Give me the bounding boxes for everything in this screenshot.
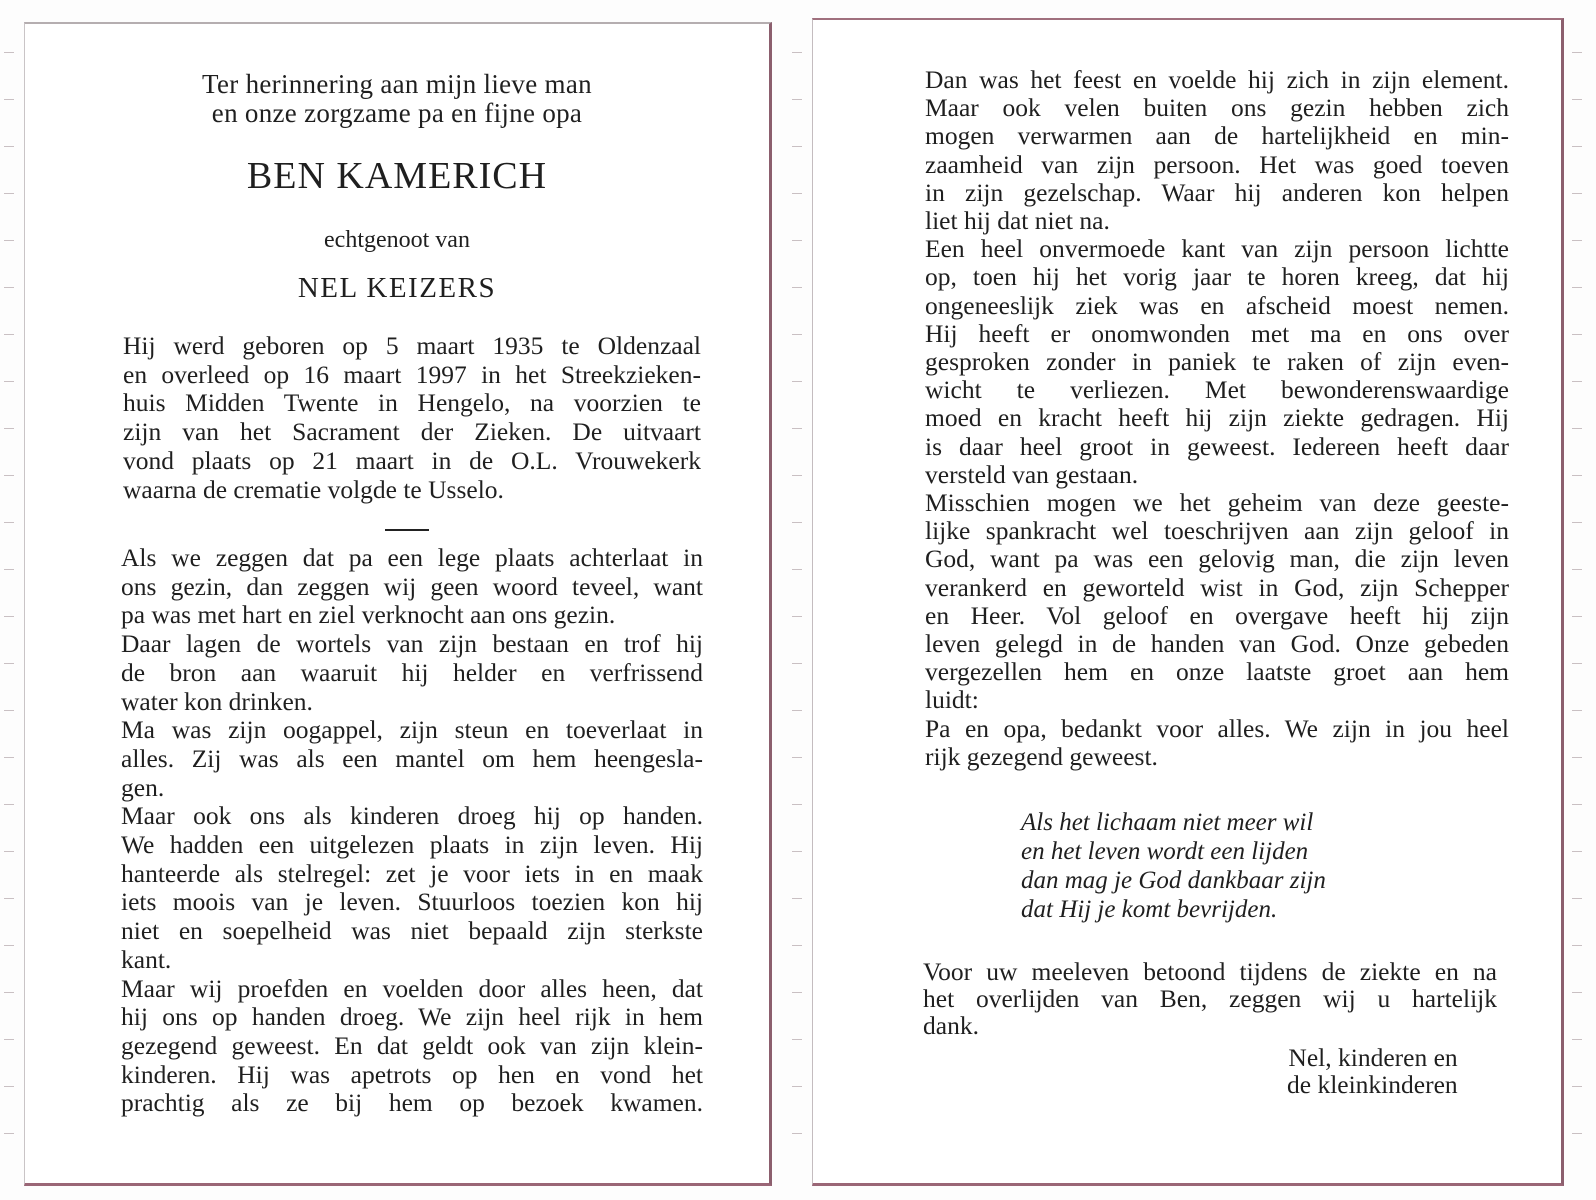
text-line: is daar heel groot in geweest. Iedereen heeft daar xyxy=(925,431,1509,461)
text-line: iets moois van je leven. Stuurloos toezien kon hij xyxy=(121,887,703,917)
intro-line: en onze zorgzame pa en fijne opa xyxy=(211,98,583,128)
text-line: water kon drinken. xyxy=(121,686,313,716)
text-line: vond plaats op 21 maart in de O.L. Vrouwekerk xyxy=(123,445,701,475)
text-line: versteld van gestaan. xyxy=(925,459,1139,489)
intro-line: Ter herinnering aan mijn lieve man xyxy=(202,69,592,99)
text-line: wicht te verliezen. Met bewonderenswaardige xyxy=(925,375,1509,405)
text-line: Maar ook velen buiten ons gezin hebben zich xyxy=(925,93,1509,123)
text-line: Daar lagen de wortels van zijn bestaan en trof hij xyxy=(121,629,703,659)
tribute-text-right xyxy=(925,66,1509,771)
text-line: leven gelegd in de handen van God. Onze gebeden xyxy=(925,629,1509,659)
thank-you-note xyxy=(923,958,1497,1039)
text-line: Voor uw meeleven betoond tijdens de ziekte en na xyxy=(923,957,1497,986)
scan-edge-marks-middle xyxy=(792,30,802,1180)
tribute-text-left xyxy=(121,544,703,1118)
memorial-poem xyxy=(1021,808,1326,924)
text-line: Als we zeggen dat pa een lege plaats achterlaat in xyxy=(121,543,703,572)
text-line: gezegend geweest. En dat geldt ook van zijn klein- xyxy=(121,1030,703,1060)
memorial-card-back xyxy=(812,18,1564,1186)
text-line: zaamheid van zijn persoon. Het was goed toeven xyxy=(925,149,1509,179)
scan-edge-marks-right xyxy=(1572,30,1582,1180)
text-line: pa was met hart en ziel verknocht aan ons gezin. xyxy=(121,600,616,630)
text-line: dank. xyxy=(923,1011,979,1040)
text-line: mogen verwarmen aan de hartelijkheid en min- xyxy=(925,121,1509,151)
text-line: prachtig als ze bij hem op bezoek kwamen. xyxy=(121,1088,703,1118)
text-line: in zijn gezelschap. Waar hij anderen kon helpen xyxy=(925,177,1509,207)
signature-line: Nel, kinderen en xyxy=(1288,1043,1458,1072)
text-line: Een heel onvermoede kant van zijn persoon lichtte xyxy=(925,234,1509,264)
text-line: kant. xyxy=(121,944,172,974)
text-line: God, want pa was een gelovig man, die zijn leven xyxy=(925,544,1509,574)
text-line: Dan was het feest en voelde hij zich in zijn element. xyxy=(925,65,1509,94)
text-line: verankerd en geworteld wist in God, zijn Schepper xyxy=(925,572,1509,602)
text-line: het overlijden van Ben, zeggen wij u hartelijk xyxy=(923,984,1497,1013)
section-divider xyxy=(385,529,429,531)
spouse-label: echtgenoot van xyxy=(324,227,470,253)
text-line: Maar ook ons als kinderen droeg hij op handen. xyxy=(121,801,703,831)
spouse-name: NEL KEIZERS xyxy=(297,272,497,304)
text-line: kinderen. Hij was apetrots op hen en vond het xyxy=(121,1059,703,1089)
text-line: Hij heeft er onomwonden met ma en ons over xyxy=(925,318,1509,348)
poem-line: dan mag je God dankbaar zijn xyxy=(1021,867,1326,894)
text-line: en overleed op 16 maart 1997 in het Streekzieken- xyxy=(123,359,701,389)
text-line: luidt: xyxy=(925,685,979,715)
text-line: huis Midden Twente in Hengelo, na voorzien te xyxy=(123,388,701,418)
text-line: op, toen hij het vorig jaar te horen kreeg, dat hij xyxy=(925,262,1509,292)
text-line: Misschien mogen we het geheim van deze geeste- xyxy=(925,488,1509,518)
signature-line: de kleinkinderen xyxy=(1287,1070,1458,1099)
text-line: niet en soepelheid was niet bepaald zijn sterkste xyxy=(121,916,703,946)
text-line: zijn van het Sacrament der Zieken. De uitvaart xyxy=(123,417,701,447)
text-line: Hij werd geboren op 5 maart 1935 te Oldenzaal xyxy=(123,331,701,360)
poem-line: en het leven wordt een lijden xyxy=(1021,838,1309,865)
text-line: lijke spankracht wel toeschrijven aan zijn geloof in xyxy=(925,516,1509,546)
text-line: vergezellen hem en onze laatste groet aan hem xyxy=(925,657,1509,687)
poem-line: Als het lichaam niet meer wil xyxy=(1021,809,1314,836)
text-line: alles. Zij was als een mantel om hem heengesla- xyxy=(121,743,703,773)
text-line: Maar wij proefden en voelden door alles heen, dat xyxy=(121,973,703,1003)
memorial-card-front xyxy=(24,22,772,1186)
biography-paragraph xyxy=(123,332,701,504)
intro-text xyxy=(25,70,769,128)
text-line: waarna de crematie volgde te Usselo. xyxy=(123,474,504,504)
poem-line: dat Hij je komt bevrijden. xyxy=(1021,896,1278,923)
text-line: ons gezin, dan zeggen wij geen woord teveel, want xyxy=(121,571,703,601)
text-line: hij ons op handen droeg. We zijn heel rijk in hem xyxy=(121,1002,703,1032)
text-line: de bron aan waaruit hij helder en verfrissend xyxy=(121,657,703,687)
deceased-name: BEN KAMERICH xyxy=(246,155,548,197)
text-line: rijk gezegend geweest. xyxy=(925,741,1158,771)
scan-edge-marks-left xyxy=(4,30,14,1180)
text-line: Ma was zijn oogappel, zijn steun en toeverlaat in xyxy=(121,715,703,745)
family-signature xyxy=(1287,1044,1458,1098)
text-line: moed en kracht heeft hij zijn ziekte gedragen. Hij xyxy=(925,403,1509,433)
text-line: hanteerde als stelregel: zet je voor iets in en maak xyxy=(121,858,703,888)
text-line: en Heer. Vol geloof en overgave heeft hij zijn xyxy=(925,600,1509,630)
text-line: ongeneeslijk ziek was en afscheid moest nemen. xyxy=(925,290,1509,320)
text-line: gen. xyxy=(121,772,165,802)
text-line: We hadden een uitgelezen plaats in zijn leven. Hij xyxy=(121,830,703,860)
text-line: Pa en opa, bedankt voor alles. We zijn in jou heel xyxy=(925,713,1509,743)
text-line: gesproken zonder in paniek te raken of zijn even- xyxy=(925,347,1509,377)
text-line: liet hij dat niet na. xyxy=(925,206,1110,236)
